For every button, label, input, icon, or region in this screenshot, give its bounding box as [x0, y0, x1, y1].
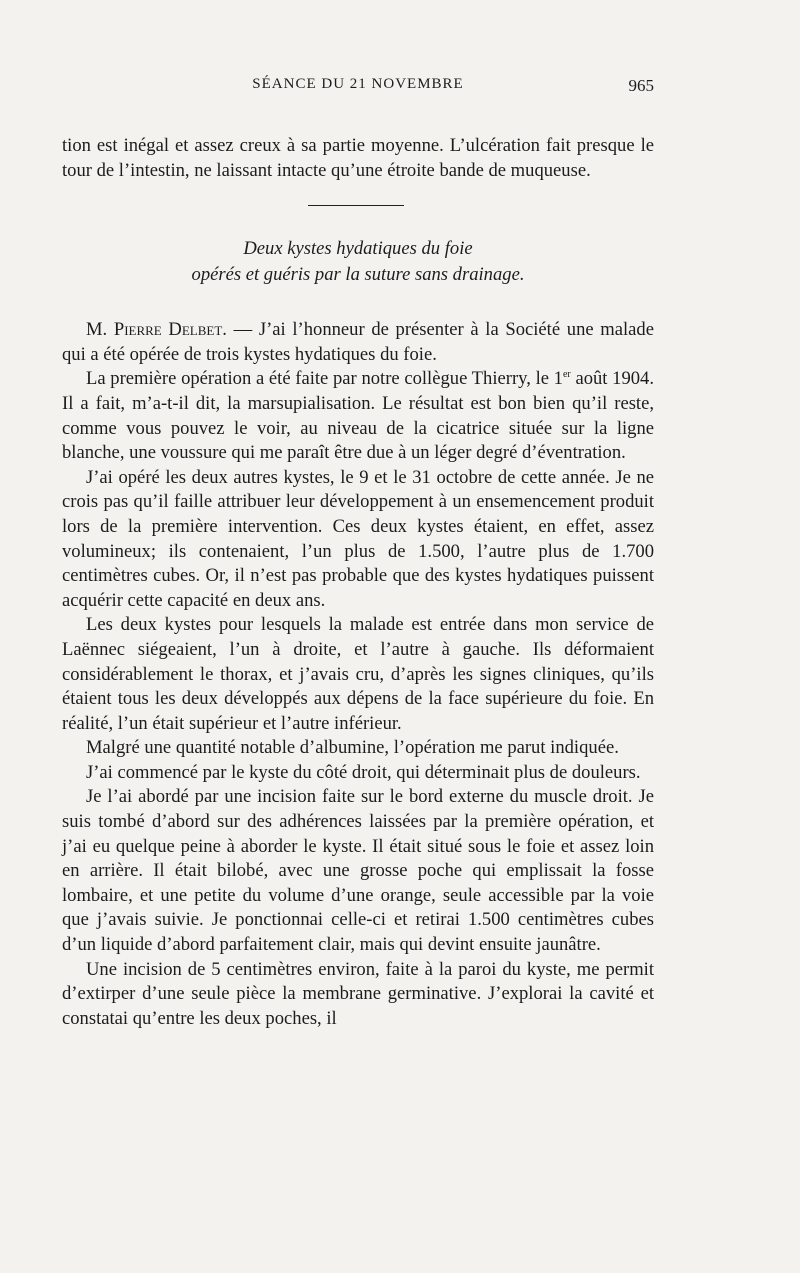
paragraph: Une incision de 5 centimètres environ, faite à la paroi du kyste, me permit d’extirper d’une seule pièce la membrane germinative. J’explorai la cavité et constatai qu’entre les deux poches, il — [62, 958, 654, 1029]
paragraph-2-part-1: La première opération a été faite par notre collègue Thierry, le 1 — [86, 368, 563, 390]
ordinal-superscript: er — [562, 369, 571, 381]
header-title: SÉANCE DU 21 NOVEMBRE — [252, 76, 464, 92]
section-divider — [308, 205, 404, 206]
speaker-name: Pierre Delbet. — [113, 319, 227, 341]
section-title-line-1: Deux kystes hydatiques du foie — [243, 238, 473, 260]
paragraph-2 — [62, 367, 654, 465]
speaker-prefix: M. — [86, 319, 108, 341]
paragraph: Malgré une quantité notable d’albumine, l’opération me parut indiquée. — [86, 737, 619, 759]
paragraph: Les deux kystes pour lesquels la malade est entrée dans mon service de Laënnec siégeaient, l’un à droite, et l’autre à gauche. Ils déformaient considérablement le thorax, et j’avais cru, d’après les signes cliniques, qu’ils étaient tous les deux développés aux dépens de la face supérieure du foie. En réalité, l’un était supérieur et l’autre inférieur. — [62, 614, 654, 734]
section-title-line-2: opérés et guéris par la suture sans drainage. — [191, 264, 525, 286]
paragraph: J’ai opéré les deux autres kystes, le 9 et le 31 octobre de cette année. Je ne crois pas qu’il faille attribuer leur développement à un ensemencement produit lors de la première intervention. Ces deux kystes étaient, en effet, assez volumineux; ils contenaient, l’un plus de 1.500, l’autre plus de 1.700 centimètres cubes. Or, il n’est pas probable que des kystes hydatiques puissent acquérir cette capacité en deux ans. — [62, 466, 654, 611]
page-number: 965 — [628, 76, 654, 95]
intro-paragraph: tion est inégal et assez creux à sa partie moyenne. L’ulcération fait presque le tour de l’intestin, ne laissant intacte qu’une étroite bande de muqueuse. — [62, 135, 654, 181]
body-text — [62, 134, 654, 1031]
paragraph: J’ai commencé par le kyste du côté droit, qui déterminait plus de douleurs. — [86, 761, 641, 783]
section-title — [62, 236, 654, 288]
speaker-text: — J’ai l’honneur de présenter à la Société une malade qui a été opérée de trois kystes hydatiques du foie. — [62, 319, 654, 365]
paragraph-2-part-2: août 1904. Il a fait, m’a-t-il dit, la marsupialisation. Le résultat est bon bien qu’il reste, comme vous pouvez le voir, au niveau de la cicatrice située sur la ligne blanche, une voussure qui me paraît être due à un léger degré d’éventration. — [62, 368, 654, 464]
running-header — [62, 76, 654, 100]
speaker-paragraph — [62, 318, 654, 367]
paragraph: Je l’ai abordé par une incision faite sur le bord externe du muscle droit. Je suis tombé d’abord sur des adhérences laissées par la première opération, et j’ai eu quelque peine à aborder le kyste. Il était situé sous le foie et assez loin en arrière. Il était bilobé, avec une grosse poche qui emplissait la fosse lombaire, et une petite du volume d’une orange, seule accessible par la voie que j’avais suivie. Je ponctionnai celle-ci et retirai 1.500 centimètres cubes d’un liquide d’abord parfaitement clair, mais qui devint ensuite jaunâtre. — [62, 786, 654, 956]
